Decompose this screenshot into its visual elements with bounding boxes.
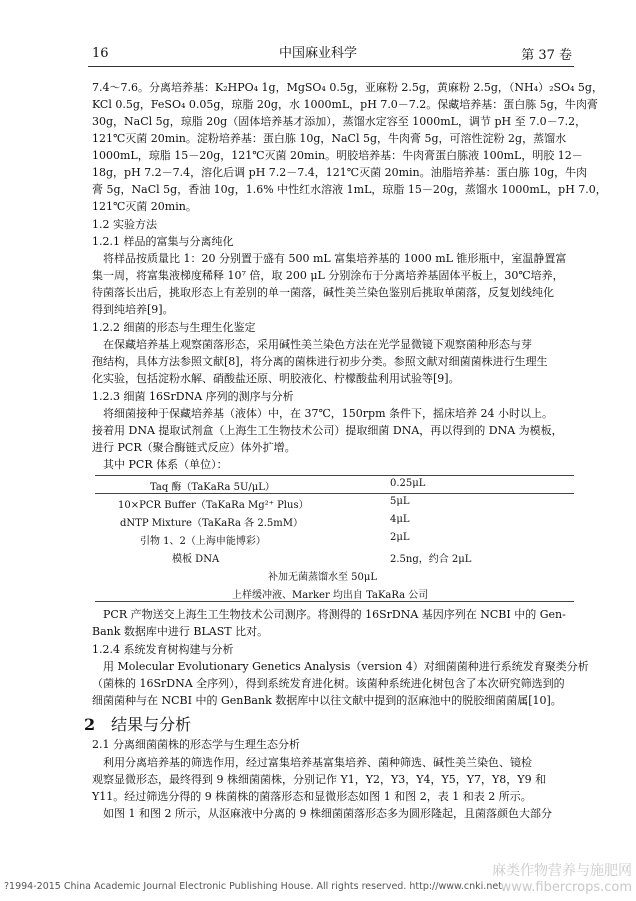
text-line: KCl 0.5g，FeSO₄ 0.05g，琼脂 20g，水 1000mL，pH 7.0－7.2。保藏培养基：蛋白胨 5g，牛肉膏 bbox=[92, 98, 598, 111]
text-line: 化实验，包括淀粉水解、硝酸盐还原、明胶液化、柠檬酸盐利用试验等[9]。 bbox=[92, 372, 460, 385]
text-line: 将样品按质量比 1：20 分别置于盛有 500 mL 富集培养基的 1000 mL 锥形瓶中，室温静置富 bbox=[103, 252, 567, 265]
watermark-url: www.fibercrops.com bbox=[500, 880, 632, 895]
text-line: 30g，NaCl 5g，琼脂 20g（固体培养基才添加），蒸馏水定容至 1000mL，调节 pH 至 7.0－7.2， bbox=[92, 115, 587, 128]
section-number: 2 bbox=[84, 715, 96, 734]
table-cell: 引物 1、2（上海申能博彩） bbox=[140, 536, 266, 547]
text-line: 其中 PCR 体系（单位）： bbox=[103, 458, 228, 471]
table-rule bbox=[95, 475, 574, 476]
text-line: PCR 产物送交上海生工生物技术公司测序。将测得的 16SrDNA 基因序列在 NCBI 中的 Gen- bbox=[103, 608, 566, 621]
subsection-heading: 2.1 分离细菌菌株的形态学与生理生态分析 bbox=[92, 738, 300, 751]
text-line: 待菌落长出后，挑取形态上有差别的单一菌落，碱性美兰染色鉴别后挑取单菌落，反复划线纯化 bbox=[92, 286, 554, 299]
text-line: 孢结构，具体方法参照文献[8]，将分离的菌株进行初步分类。参照文献对细菌菌株进行生理生 bbox=[92, 355, 548, 368]
table-cell: 模板 DNA bbox=[172, 554, 220, 565]
text-line: 用 Molecular Evolutionary Genetics Analysis（version 4）对细菌菌种进行系统发育聚类分析 bbox=[103, 660, 589, 673]
text-line: 1000mL，琼脂 15－20g，121℃灭菌 20min。明胶培养基：牛肉膏蛋白胨液 100mL，明胶 12－ bbox=[92, 149, 583, 162]
table-cell: 2μL bbox=[390, 532, 410, 543]
table-cell: Taq 酶（TaKaRa 5U/μL） bbox=[150, 482, 275, 493]
text-line: 得到纯培养[9]。 bbox=[92, 303, 174, 316]
table-rule bbox=[95, 601, 574, 602]
subsection-heading: 1.2.2 细菌的形态与生理生化鉴定 bbox=[92, 321, 256, 334]
text-line: 观察显微形态，最终得到 9 株细菌菌株，分别记作 Y1，Y2，Y3，Y4，Y5，Y7，Y8，Y9 和 bbox=[92, 773, 547, 786]
watermark-text: 麻类作物营养与施肥网 bbox=[492, 863, 632, 879]
page-header bbox=[0, 0, 636, 63]
text-line: 将细菌接种于保藏培养基（液体）中，在 37℃，150rpm 条件下，摇床培养 24 小时以上。 bbox=[103, 407, 554, 420]
text-line: 121℃灭菌 20min。淀粉培养基：蛋白胨 10g，NaCl 5g，牛肉膏 5g，可溶性淀粉 2g，蒸馏水 bbox=[92, 132, 567, 145]
text-line: 18g，pH 7.2－7.4，溶化后调 pH 7.2－7.4，121℃灭菌 20min。油脂培养基：蛋白胨 10g，牛肉 bbox=[92, 166, 588, 179]
text-line: 接着用 DNA 提取试剂盒（上海生工生物技术公司）提取细菌 DNA，再以得到的 DNA 为模板， bbox=[92, 424, 563, 437]
text-line: 膏 5g，NaCl 5g，香油 10g，1.6% 中性红水溶液 1mL，琼脂 15－20g，蒸馏水 1000mL，pH 7.0， bbox=[92, 183, 607, 196]
text-line: Bank 数据库中进行 BLAST 比对。 bbox=[92, 625, 269, 638]
table-cell: 2.5ng，约合 2μL bbox=[390, 554, 472, 565]
section-heading: 1.2 实验方法 bbox=[92, 218, 157, 231]
section-title: 结果与分析 bbox=[111, 715, 192, 734]
header-rule bbox=[88, 66, 574, 67]
text-line: （菌株的 16SrDNA 全序列），得到系统发育进化树。该菌种系统进化树包含了本次研究筛选到的 bbox=[92, 677, 565, 690]
text-line: 进行 PCR（聚合酶链式反应）体外扩增。 bbox=[92, 441, 296, 454]
table-cell: 4μL bbox=[390, 514, 410, 525]
subsection-heading: 1.2.1 样品的富集与分离纯化 bbox=[92, 235, 234, 248]
table-note: 补加无菌蒸馏水至 50μL bbox=[268, 572, 378, 583]
page-number: 16 bbox=[92, 46, 109, 61]
text-line: 利用分离培养基的筛选作用，经过富集培养基富集培养、菌种筛选、碱性美兰染色、镜检 bbox=[103, 756, 532, 769]
text-line: Y11。经过筛选分得的 9 株菌株的菌落形态和显微形态如图 1 和图 2，表 1 和表 2 所示。 bbox=[92, 790, 532, 803]
text-line: 如图 1 和图 2 所示，从沤麻液中分离的 9 株细菌菌落形态多为圆形隆起，且菌落颜色大部分 bbox=[103, 807, 552, 820]
text-line: 121℃灭菌 20min。 bbox=[92, 200, 197, 213]
text-line: 细菌菌种与在 NCBI 中的 GenBank 数据库中以往文献中提到的沤麻池中的脱胶细菌菌属[10]。 bbox=[92, 694, 562, 707]
text-line: 7.4～7.6。分离培养基：K₂HPO₄ 1g，MgSO₄ 0.5g，亚麻粉 2.5g，黄麻粉 2.5g，（NH₄）₂SO₄ 5g， bbox=[92, 81, 603, 94]
journal-title: 中国麻业科学 bbox=[278, 46, 357, 61]
volume-label: 第 37 卷 bbox=[521, 48, 572, 63]
text-line: 集一周，将富集液梯度稀释 10⁷ 倍，取 200 μL 分别涂布于分离培养基固体平板上，30℃培养， bbox=[92, 269, 564, 282]
text-line: 在保藏培养基上观察菌落形态，采用碱性美兰染色方法在光学显微镜下观察菌种形态与芽 bbox=[103, 338, 532, 351]
table-cell: dNTP Mixture（TaKaRa 各 2.5mM） bbox=[120, 518, 303, 529]
copyright-footer: ?1994-2015 China Academic Journal Electronic Publishing House. All rights reserved. http://www.cnki.net bbox=[4, 881, 502, 892]
subsection-heading: 1.2.3 细菌 16SrDNA 序列的测序与分析 bbox=[92, 390, 294, 403]
table-cell: 5μL bbox=[390, 496, 410, 507]
table-note: 上样缓冲液、Marker 均出自 TaKaRa 公司 bbox=[232, 590, 429, 601]
table-rule bbox=[95, 493, 574, 494]
table-cell: 10×PCR Buffer（TaKaRa Mg²⁺ Plus） bbox=[118, 500, 309, 511]
subsection-heading: 1.2.4 系统发育树构建与分析 bbox=[92, 643, 234, 656]
section-2-heading bbox=[84, 712, 191, 735]
table-cell: 0.25μL bbox=[390, 478, 426, 489]
